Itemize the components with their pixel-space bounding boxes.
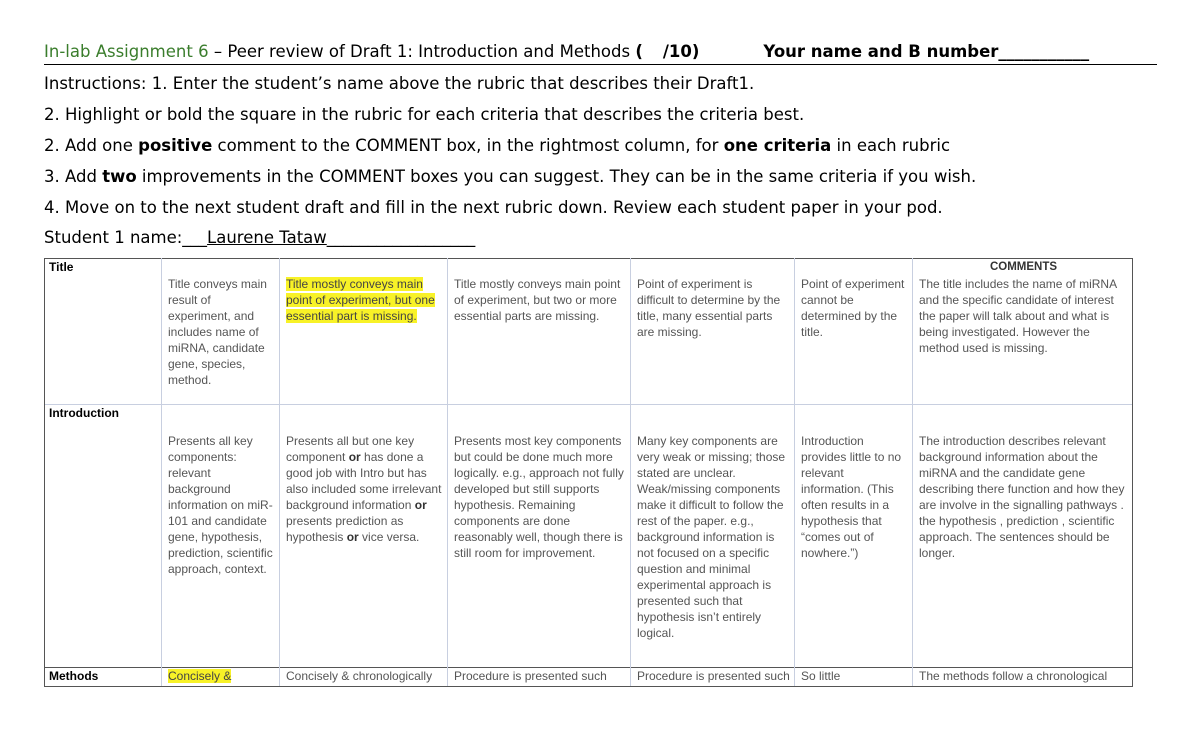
instruction-emphasis-positive: positive	[138, 136, 213, 155]
student-name-label: Student 1 name:	[44, 228, 183, 247]
score-close: /10)	[662, 42, 700, 61]
rubric-emphasis-or: or	[346, 530, 359, 544]
assignment-header	[44, 42, 1157, 65]
criteria-label-methods: Methods	[45, 668, 162, 687]
rubric-text-part: vice versa.	[358, 530, 420, 544]
rubric-cell-text: Introduction provides little to no relevant information. (This often results in a hypothesis that “comes out of nowhere.”)	[801, 434, 902, 560]
rubric-cell-text: Presents most key components but could be done much more logically. e.g., approach not fully developed but still supports hypothesis. Remaining components are done reasonably well, though there is still room for improvement.	[454, 434, 624, 560]
rubric-cell-methods-5[interactable]	[795, 668, 913, 687]
rubric-row-methods	[45, 668, 1133, 687]
highlighted-rubric-text: Title mostly conveys main point of experiment, but one essential part is missing.	[286, 277, 435, 323]
rubric-cell-text: Title mostly conveys main point of experiment, but two or more essential parts are missing.	[454, 277, 621, 323]
comment-box-title[interactable]	[913, 259, 1133, 405]
instruction-line-1	[44, 74, 754, 94]
instruction-emphasis-one-criteria: one criteria	[723, 136, 832, 155]
instruction-text-4c: improvements in the COMMENT boxes you can suggest. They can be in the same criteria if you wish.	[136, 167, 977, 186]
rubric-cell-text: Procedure is presented such	[454, 669, 607, 683]
comment-box-methods[interactable]	[913, 668, 1133, 687]
rubric-cell-intro-1[interactable]	[162, 405, 280, 668]
rubric-cell-title-3[interactable]	[448, 259, 631, 405]
student-name-blank-2: __________________	[326, 228, 476, 247]
instruction-text-5: 4. Move on to the next student draft and fill in the next rubric down. Review each student paper in your pod.	[44, 198, 943, 217]
instruction-text-3c: comment to the COMMENT box, in the rightmost column, for	[212, 136, 724, 155]
instruction-line-4	[44, 167, 976, 187]
rubric-emphasis-or: or	[348, 450, 361, 464]
rubric-table	[44, 258, 1133, 687]
rubric-text-part: presents prediction as hypothesis	[286, 514, 404, 544]
instruction-line-3	[44, 136, 950, 156]
rubric-cell-text: Procedure is presented such	[637, 669, 790, 683]
rubric-row-introduction	[45, 405, 1133, 668]
instruction-text-3e: in each rubric	[831, 136, 951, 155]
rubric-cell-title-5[interactable]	[795, 259, 913, 405]
instruction-text-4a: 3. Add	[44, 167, 103, 186]
rubric-cell-intro-2[interactable]	[280, 405, 448, 668]
student-name-line	[44, 228, 475, 247]
score-open: (	[635, 42, 643, 61]
comments-header: COMMENTS	[989, 261, 1058, 273]
student-name-value[interactable]: Laurene Tataw	[207, 228, 327, 247]
rubric-cell-text: Presents all key components: relevant background information on miR-101 and candidate gene, hypothesis, prediction, scientific approach, context.	[168, 434, 273, 576]
instruction-text-2: 2. Highlight or bold the square in the rubric for each criteria that describes the criteria best.	[44, 105, 805, 124]
rubric-cell-text	[286, 405, 443, 545]
rubric-cell-methods-1[interactable]	[162, 668, 280, 687]
rubric-cell-text: Point of experiment is difficult to determine by the title, many essential parts are missing.	[637, 277, 781, 339]
criteria-label-title: Title	[45, 259, 162, 405]
rubric-cell-methods-4[interactable]	[631, 668, 795, 687]
rubric-cell-methods-2[interactable]	[280, 668, 448, 687]
instruction-line-5	[44, 198, 943, 218]
rubric-cell-text: Concisely & chronologically	[286, 669, 433, 683]
rubric-cell-intro-3[interactable]	[448, 405, 631, 668]
criteria-label-introduction: Introduction	[45, 405, 162, 668]
highlighted-rubric-text: Concisely &	[168, 669, 232, 683]
rubric-cell-title-2[interactable]	[280, 259, 448, 405]
rubric-emphasis-or: or	[414, 498, 427, 512]
rubric-cell-methods-3[interactable]	[448, 668, 631, 687]
rubric-row-title	[45, 259, 1133, 405]
rubric-text-part: Presents all but one key component	[286, 434, 415, 464]
header-dash: –	[208, 42, 228, 61]
instruction-text-1: Instructions: 1. Enter the student’s name above the rubric that describes their Draft1.	[44, 74, 755, 93]
rubric-cell-text: Many key components are very weak or missing; those stated are unclear. Weak/missing components make it difficult to follow the rest of the paper. e.g., background information is not focused on a specific question and minimal experimental approach is presented such that hypothesis isn’t entirely logical.	[637, 434, 786, 640]
instruction-text-3a: 2. Add one	[44, 136, 139, 155]
rubric-cell-intro-4[interactable]	[631, 405, 795, 668]
rubric-cell-title-4[interactable]	[631, 259, 795, 405]
assignment-title: Peer review of Draft 1: Introduction and Methods	[227, 42, 631, 61]
assignment-number: In-lab Assignment 6	[44, 42, 209, 61]
rubric-cell-title-1[interactable]	[162, 259, 280, 405]
rubric-cell-text: So little	[801, 669, 841, 683]
rubric-cell-intro-5[interactable]	[795, 405, 913, 668]
instruction-emphasis-two: two	[102, 167, 137, 186]
comment-text-introduction: The introduction describes relevant background information about the miRNA and the candidate gene describing there function and how they are involve in the signalling pathways . the hypothesis , prediction , scientific approach. The sentences should be longer.	[919, 434, 1125, 560]
rubric-cell-text: Point of experiment cannot be determined by the title.	[801, 277, 905, 339]
rubric-cell-text: Title conveys main result of experiment, and includes name of miRNA, candidate gene, species, method.	[168, 277, 267, 387]
comment-box-introduction[interactable]	[913, 405, 1133, 668]
comment-text-methods: The methods follow a chronological	[919, 669, 1108, 683]
rubric-text-part: has done a good job with Intro but has also included some irrelevant background information	[286, 450, 442, 512]
student-name-blank-1: ___	[182, 228, 208, 247]
comment-text-title: The title includes the name of miRNA and the specific candidate of interest the paper will talk about and what is being investigated. However the method used is missing.	[919, 277, 1117, 355]
reviewer-name-field[interactable]: Your name and B number___________	[763, 42, 1090, 61]
instruction-line-2	[44, 105, 804, 125]
